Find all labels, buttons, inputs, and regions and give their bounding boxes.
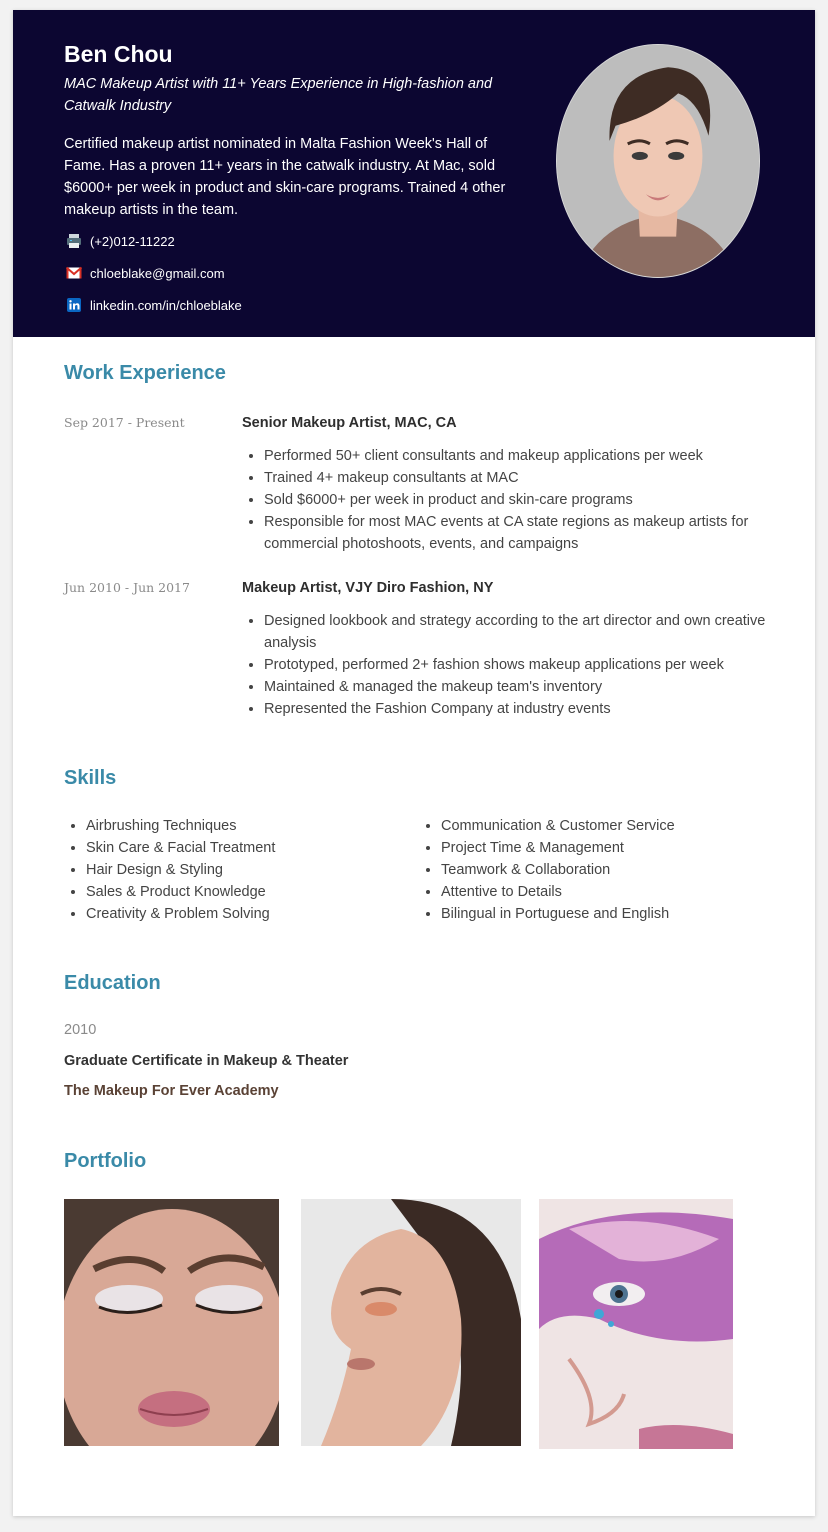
list-item: • Represented the Fashion Company at industry events (264, 698, 784, 720)
job-bullet-list (242, 610, 784, 720)
education-year: 2010 (64, 1022, 97, 1038)
email-icon (66, 265, 82, 281)
candidate-summary: Certified makeup artist nominated in Malta Fashion Week's Hall of Fame. Has a proven 11+ years in the catwalk industry. At Mac, sold $6000+ per week in product and skin-care programs. Trained 4 other makeup artists in the team. (64, 136, 506, 218)
contact-phone (66, 233, 175, 249)
list-item: • Bilingual in Portuguese and English (441, 903, 771, 925)
job-date: Sep 2017 - Present (64, 415, 185, 430)
list-item: • Attentive to Details (441, 881, 771, 903)
skills-list-right (419, 815, 771, 925)
education-school: The Makeup For Ever Academy (64, 1083, 279, 1099)
list-item: • Prototyped, performed 2+ fashion shows makeup applications per week (264, 654, 784, 676)
profile-photo (556, 44, 760, 278)
job-date: Jun 2010 - Jun 2017 (64, 580, 190, 595)
contact-email-text[interactable]: chloeblake@gmail.com (90, 265, 225, 281)
list-item: • Responsible for most MAC events at CA state regions as makeup artists for commercial photoshoots, events, and campaigns (264, 511, 784, 555)
education-degree: Graduate Certificate in Makeup & Theater (64, 1053, 349, 1069)
phone-icon (66, 233, 82, 249)
list-item: • Skin Care & Facial Treatment (86, 837, 416, 859)
section-title-portfolio: Portfolio (64, 1150, 147, 1172)
list-item: • Sold $6000+ per week in product and skin-care programs (264, 489, 784, 511)
candidate-name: Ben Chou (64, 41, 173, 67)
portfolio-image-2[interactable] (301, 1199, 521, 1446)
job-title: Makeup Artist, VJY Diro Fashion, NY (242, 580, 494, 596)
section-title-education: Education (64, 972, 161, 994)
resume-header (13, 10, 815, 337)
list-item: • Airbrushing Techniques (86, 815, 416, 837)
section-title-skills: Skills (64, 767, 117, 789)
portfolio-image-1[interactable] (64, 1199, 279, 1446)
list-item: • Communication & Customer Service (441, 815, 771, 837)
list-item: • Designed lookbook and strategy according to the art director and own creative analysis (264, 610, 784, 654)
list-item: • Performed 50+ client consultants and makeup applications per week (264, 445, 784, 467)
list-item: • Creativity & Problem Solving (86, 903, 416, 925)
contact-phone-text: (+2)012-11222 (90, 233, 175, 249)
portfolio-image-3[interactable] (539, 1199, 733, 1449)
section-title-work: Work Experience (64, 362, 226, 384)
contact-email (66, 265, 225, 281)
list-item: • Hair Design & Styling (86, 859, 416, 881)
candidate-headline: MAC Makeup Artist with 11+ Years Experience in High-fashion and Catwalk Industry (64, 76, 493, 114)
contact-linkedin (66, 297, 242, 313)
list-item: • Trained 4+ makeup consultants at MAC (264, 467, 784, 489)
list-item: • Maintained & managed the makeup team's inventory (264, 676, 784, 698)
resume-page (13, 10, 815, 1516)
contact-linkedin-text[interactable]: linkedin.com/in/chloeblake (90, 297, 242, 313)
list-item: • Project Time & Management (441, 837, 771, 859)
job-title: Senior Makeup Artist, MAC, CA (242, 415, 457, 431)
skills-list-left (64, 815, 416, 925)
list-item: • Teamwork & Collaboration (441, 859, 771, 881)
linkedin-icon (66, 297, 82, 313)
job-bullet-list (242, 445, 784, 555)
list-item: • Sales & Product Knowledge (86, 881, 416, 903)
